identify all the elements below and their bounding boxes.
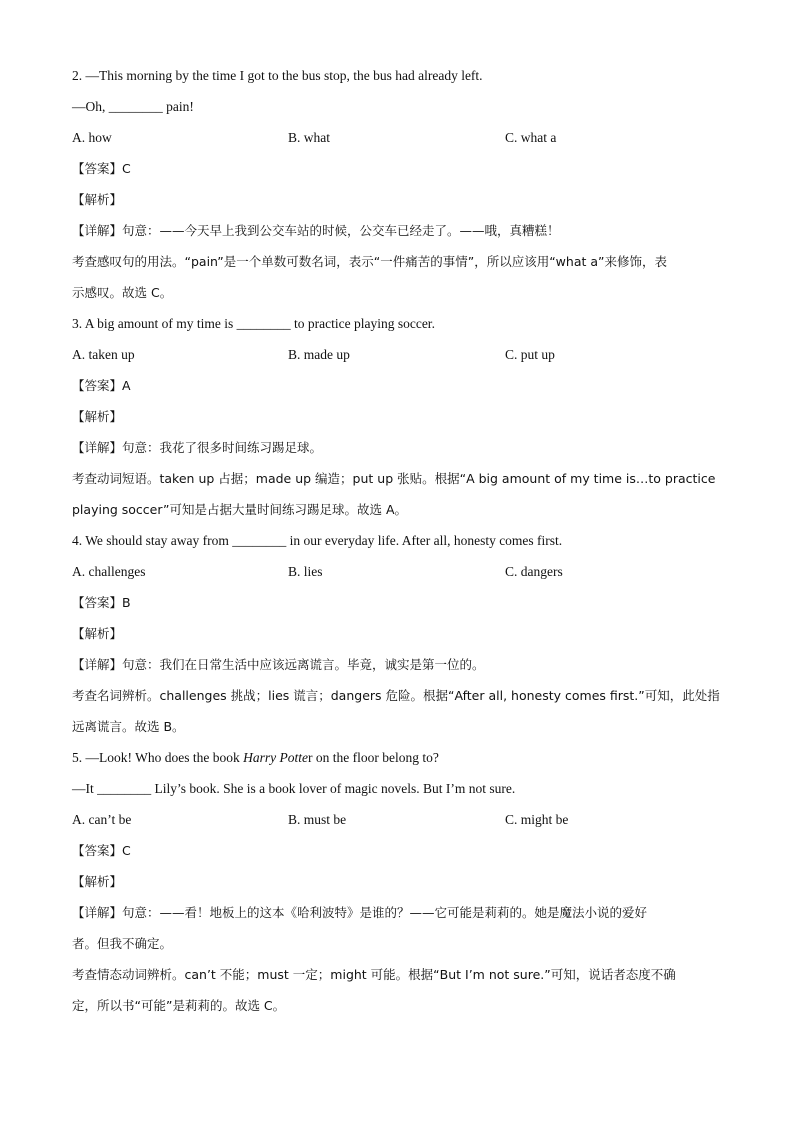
question-4: [72, 525, 732, 742]
detail-line: 者。但我不确定。: [72, 936, 173, 951]
question-stem: 3. A big amount of my time is ________ to practice playing soccer.: [72, 316, 435, 331]
question-3: [72, 308, 732, 525]
question-stem: —Oh, ________ pain!: [72, 99, 194, 114]
answer-line: 【答案】A: [72, 378, 131, 393]
option-a: A. can’t be: [72, 812, 132, 827]
explanation-line: 远离谎言。故选 B。: [72, 719, 185, 734]
stem-text: 5. —Look! Who does the book: [72, 750, 244, 765]
option-b: B. lies: [288, 564, 323, 579]
stem-text: r on the floor belong to?: [307, 750, 439, 765]
analysis-label: 【解析】: [72, 874, 123, 889]
explanation-line: 考查情态动词辨析。can’t 不能；must 一定；might 可能。根据“But I’m not sure.”可知，说话者态度不确: [72, 967, 676, 982]
answer-line: 【答案】C: [72, 843, 131, 858]
answer-line: 【答案】C: [72, 161, 131, 176]
book-title: Harry Potte: [243, 750, 308, 765]
explanation-line: 考查感叹句的用法。“pain”是一个单数可数名词，表示“一件痛苦的事情”，所以应该用“what a”来修饰，表: [72, 254, 668, 269]
explanation-line: 考查动词短语。taken up 占据；made up 编造；put up 张贴。根据“A big amount of my time is…to practice: [72, 471, 716, 486]
option-c: C. what a: [505, 130, 557, 145]
option-c: C. dangers: [505, 564, 563, 579]
option-b: B. made up: [288, 347, 350, 362]
analysis-label: 【解析】: [72, 626, 123, 641]
question-stem: [72, 742, 732, 773]
answer-options: [72, 804, 732, 835]
question-5: [72, 742, 732, 1021]
explanation-line: playing soccer”可知是占据大量时间练习踢足球。故选 A。: [72, 502, 408, 517]
detail-line: 【详解】句意：我们在日常生活中应该远离谎言。毕竟，诚实是第一位的。: [72, 657, 485, 672]
analysis-label: 【解析】: [72, 192, 123, 207]
answer-options: [72, 339, 732, 370]
detail-line: 【详解】句意：我花了很多时间练习踢足球。: [72, 440, 323, 455]
option-a: A. taken up: [72, 347, 135, 362]
option-b: B. must be: [288, 812, 347, 827]
explanation-line: 考查名词辨析。challenges 挑战；lies 谎言；dangers 危险。根据“After all, honesty comes first.”可知，此处指: [72, 688, 720, 703]
document-page: [72, 60, 732, 1021]
option-b: B. what: [288, 130, 330, 145]
question-stem: 2. —This morning by the time I got to the bus stop, the bus had already left.: [72, 68, 483, 83]
question-2: [72, 60, 732, 308]
analysis-label: 【解析】: [72, 409, 123, 424]
answer-options: [72, 122, 732, 153]
option-c: C. might be: [505, 812, 569, 827]
detail-line: 【详解】句意：——看！地板上的这本《哈利波特》是谁的？——它可能是莉莉的。她是魔法小说的爱好: [72, 905, 648, 920]
answer-line: 【答案】B: [72, 595, 131, 610]
detail-line: 【详解】句意：——今天早上我到公交车站的时候，公交车已经走了。——哦，真糟糕！: [72, 223, 560, 238]
option-c: C. put up: [505, 347, 555, 362]
explanation-line: 示感叹。故选 C。: [72, 285, 173, 300]
option-a: A. how: [72, 130, 112, 145]
answer-options: [72, 556, 732, 587]
explanation-line: 定，所以书“可能”是莉莉的。故选 C。: [72, 998, 286, 1013]
question-stem: 4. We should stay away from ________ in our everyday life. After all, honesty comes first.: [72, 533, 563, 548]
question-stem: —It ________ Lily’s book. She is a book lover of magic novels. But I’m not sure.: [72, 781, 516, 796]
option-a: A. challenges: [72, 564, 146, 579]
